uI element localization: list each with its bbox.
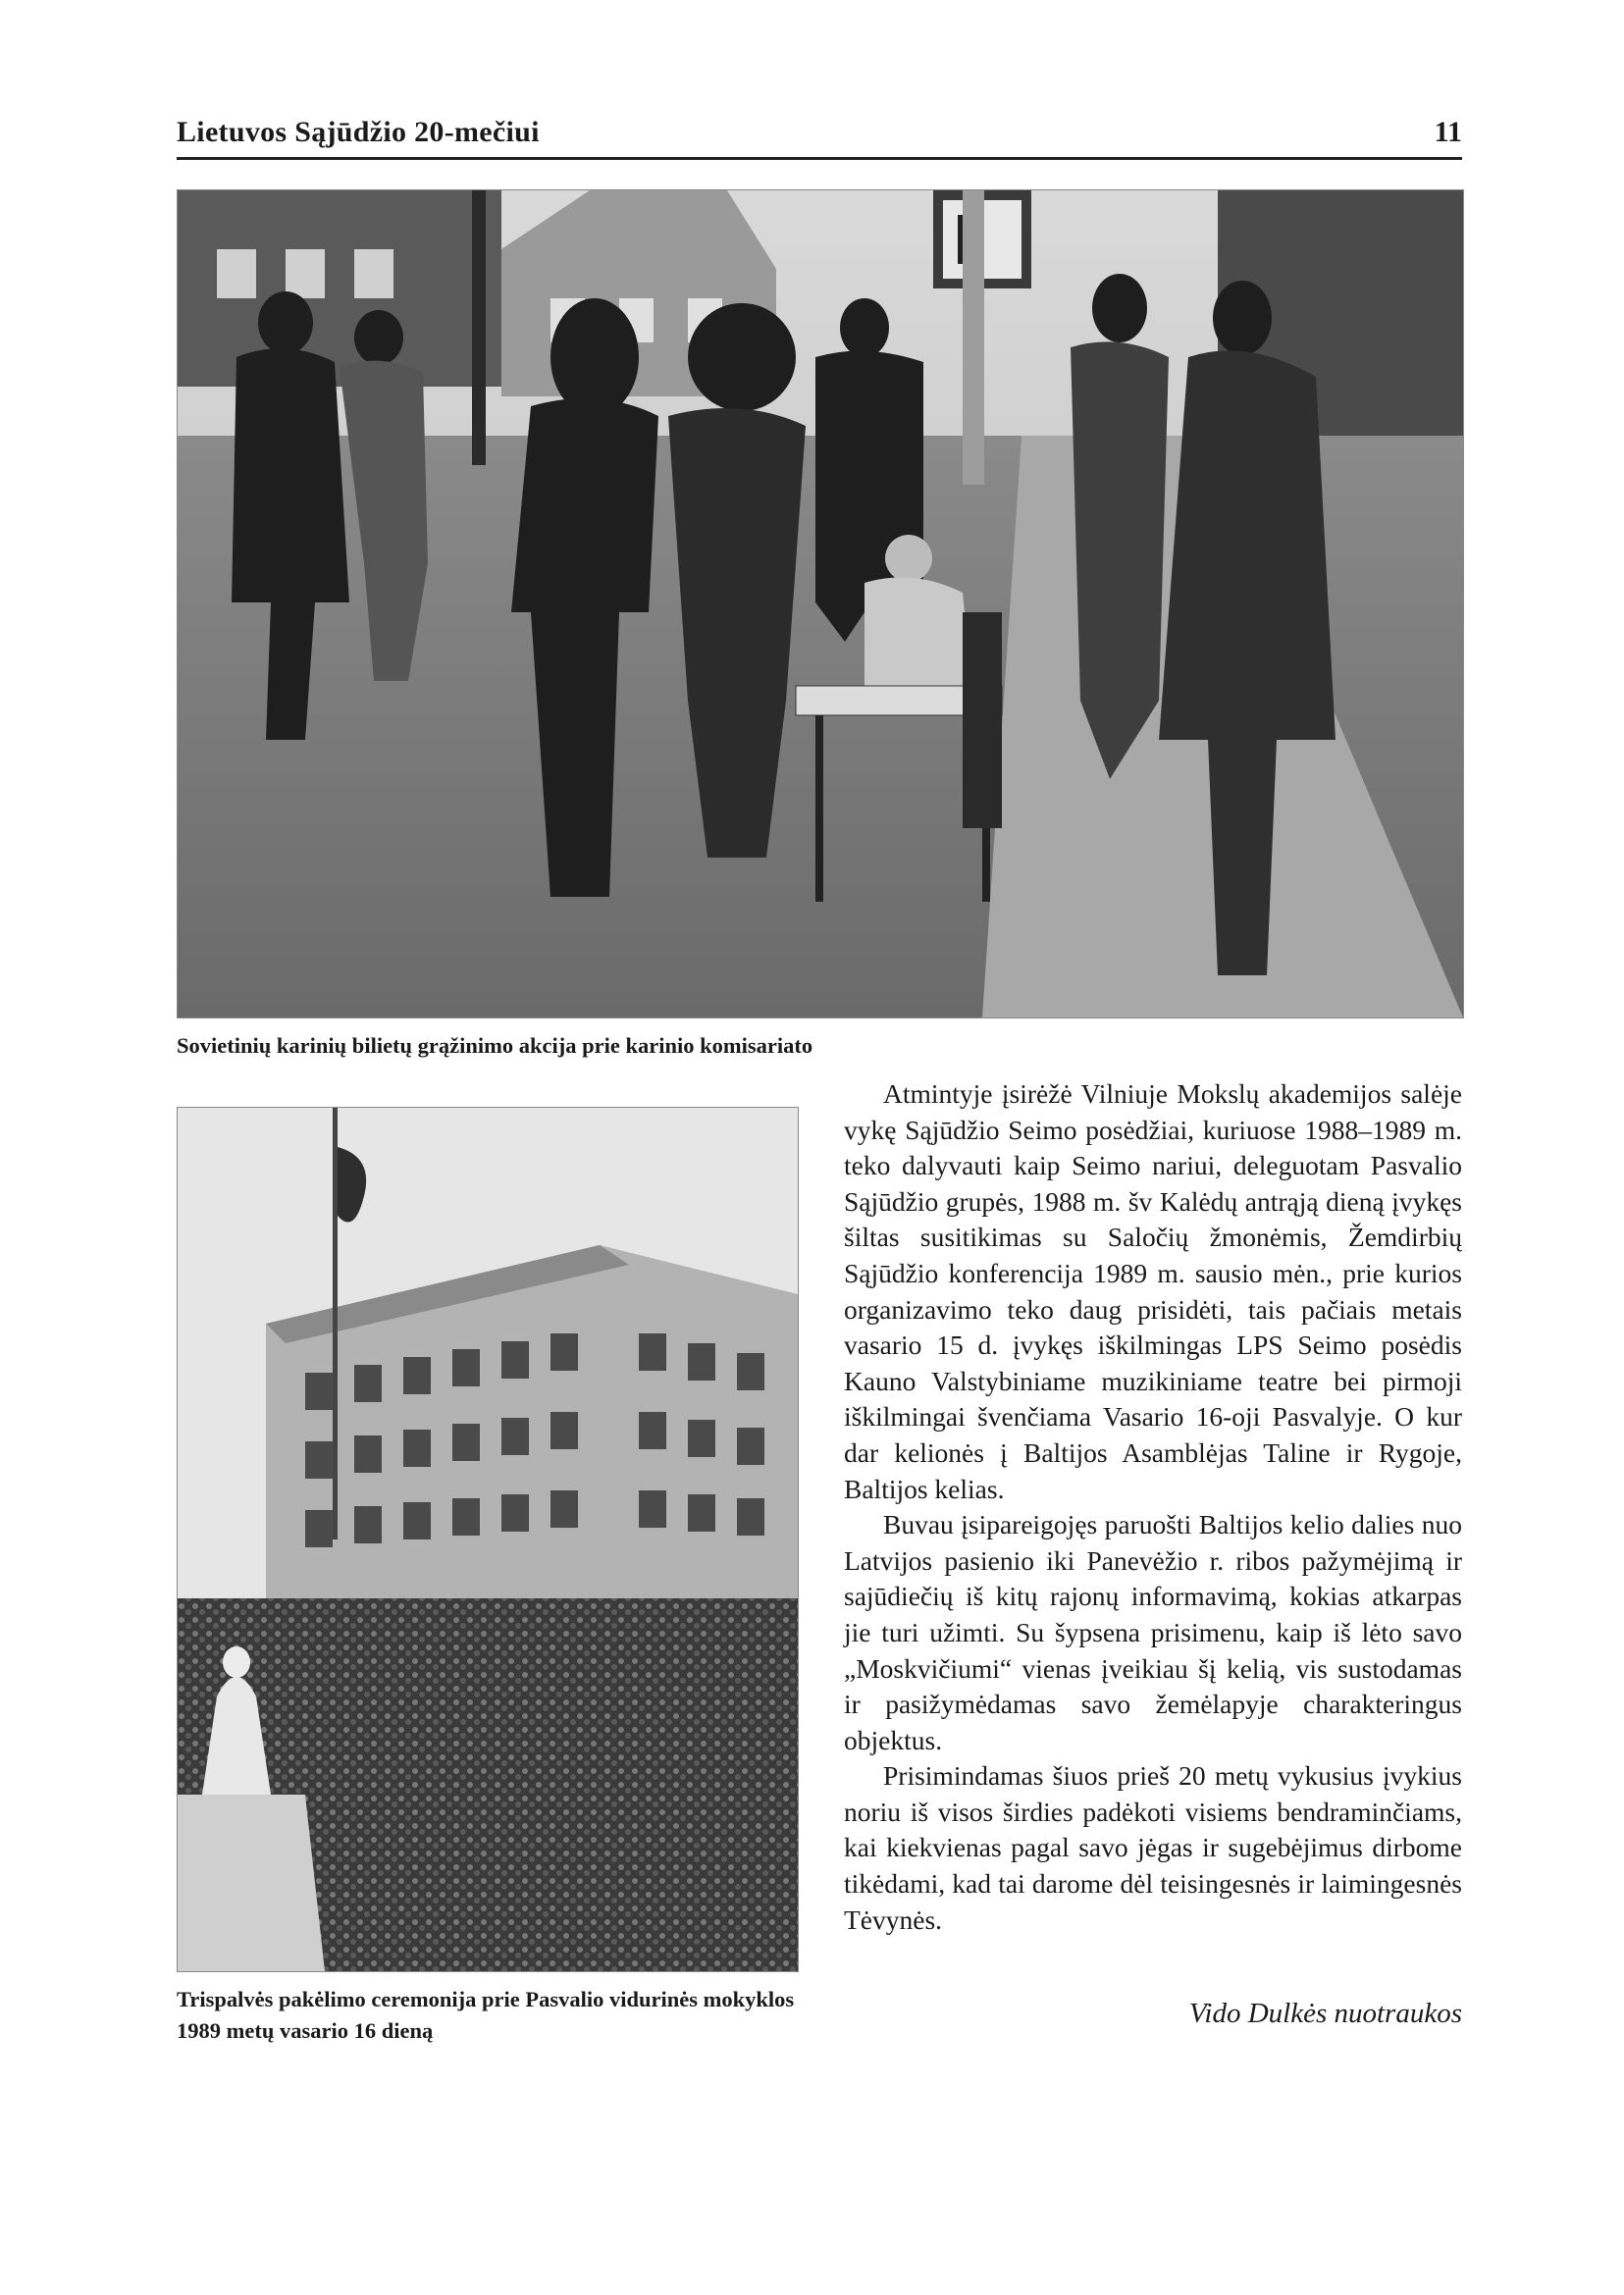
figure-caption: Trispalvės pakėlimo ceremonija prie Pasvalio vidurinės mokyklos 1989 metų vasario 16 dieną xyxy=(177,1987,795,2043)
article-body xyxy=(844,1076,1462,1938)
street-scene-image xyxy=(178,190,1463,1017)
running-title: Lietuvos Sąjūdžio 20-mečiui xyxy=(177,116,540,148)
running-header xyxy=(177,116,1462,155)
flag-ceremony-image xyxy=(178,1108,798,1971)
photo-street-scene xyxy=(177,189,1464,1018)
article-paragraph: Prisimindamas šiuos prieš 20 metų vykusius įvykius noriu iš visos širdies padėkoti visiems bendraminčiams, kai kiekvienas pagal savo jėgas ir sugebėjimus dirbome tikėdami, kad tai darome dėl teisingesnės ir laimingesnės Tėvynės. xyxy=(844,1760,1462,1935)
photo-flag-ceremony xyxy=(177,1107,799,1972)
article-paragraph: Atmintyje įsirėžė Vilniuje Mokslų akademijos salėje vykę Sąjūdžio Seimo posėdžiai, kuriuose 1988–1989 m. teko dalyvauti kaip Seimo nariui, deleguotam Pasvalio Sąjūdžio grupės, 1988 m. šv Kalėdų antrąją dieną įvykęs šiltas susitikimas su Saločių žmonėmis, Žemdirbių Sąjūdžio konferencija 1989 m. sausio mėn., prie kurios organizavimo teko daug prisidėti, tais pačiais metais vasario 15 d. įvykęs iškilmingas LPS Seimo posėdis Kauno Valstybiniame muzikiniame teatre bei pirmoji iškilmingai švenčiama Vasario 16-oji Pasvalyje. O kur dar kelionės į Baltijos Asamblėjas Taline ir Rygoje, Baltijos kelias. xyxy=(844,1078,1462,1504)
header-rule xyxy=(177,157,1462,160)
article-paragraph: Buvau įsipareigojęs paruošti Baltijos kelio dalies nuo Latvijos pasienio iki Panevėžio r. ribos pažymėjimą ir sajūdiečių iš kitų rajonų informavimą, kokias atkarpas jie turi užimti. Su šypsena prisimenu, kaip iš lėto savo „Moskvičiumi“ vienas įveikiau šį kelią, vis sustodamas ir pasižymėdamas savo žemėlapyje charakteringus objektus. xyxy=(844,1509,1462,1755)
figure-caption: Sovietinių karinių bilietų grąžinimo akcija prie karinio komisariato xyxy=(177,1033,813,1058)
page-number: 11 xyxy=(1434,116,1462,148)
photo-credit: Vido Dulkės nuotraukos xyxy=(1188,1998,1462,2029)
